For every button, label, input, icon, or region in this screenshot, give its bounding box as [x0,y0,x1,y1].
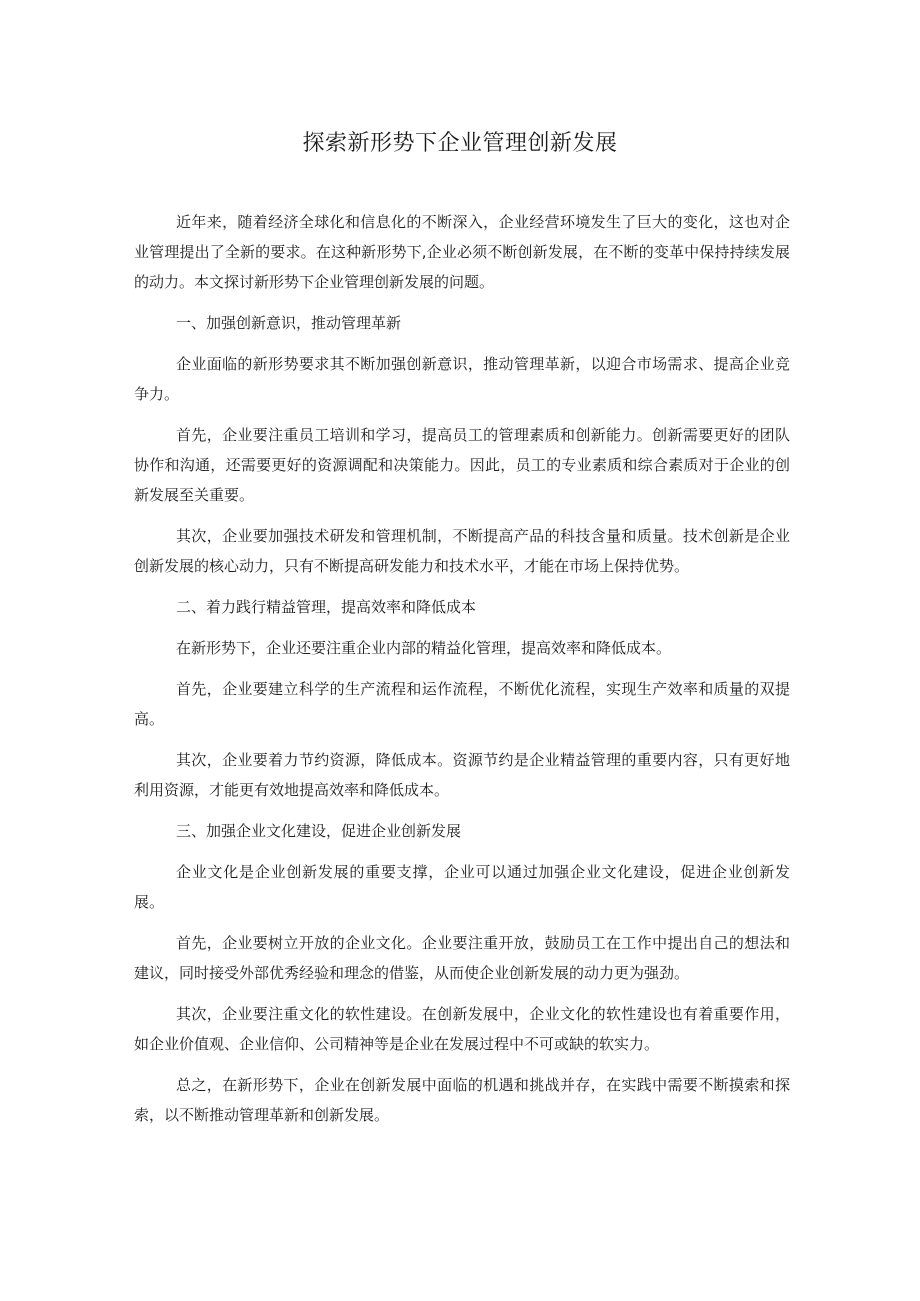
body-paragraph: 其次，企业要注重文化的软性建设。在创新发展中，企业文化的软性建设也有着重要作用，如企业价值观、企业信仰、公司精神等是企业在发展过程中不可或缺的软实力。 [134,1005,790,1053]
body-paragraph: 首先，企业要注重员工培训和学习，提高员工的管理素质和创新能力。创新需要更好的团队协作和沟通，还需要更好的资源调配和决策能力。因此，员工的专业素质和综合素质对于企业的创新发展至关重要。 [134,426,790,504]
body-paragraph: 在新形势下，企业还要注重企业内部的精益化管理，提高效率和降低成本。 [176,639,672,657]
section-heading-3: 三、加强企业文化建设，促进企业创新发展 [176,822,462,840]
section-heading-1: 一、加强创新意识，推动管理革新 [176,314,402,332]
body-paragraph: 企业文化是企业创新发展的重要支撑，企业可以通过加强企业文化建设，促进企业创新发展。 [134,863,790,911]
body-paragraph: 首先，企业要建立科学的生产流程和运作流程，不断优化流程，实现生产效率和质量的双提高。 [134,680,790,728]
body-paragraph: 其次，企业要着力节约资源，降低成本。资源节约是企业精益管理的重要内容，只有更好地利用资源，才能更有效地提高效率和降低成本。 [134,751,790,799]
body-paragraph: 首先，企业要树立开放的企业文化。企业要注重开放，鼓励员工在工作中提出自己的想法和建议，同时接受外部优秀经验和理念的借鉴，从而使企业创新发展的动力更为强劲。 [134,934,790,982]
body-paragraph: 企业面临的新形势要求其不断加强创新意识，推动管理革新，以迎合市场需求、提高企业竞争力。 [134,355,790,403]
body-paragraph: 其次，企业要加强技术研发和管理机制，不断提高产品的科技含量和质量。技术创新是企业创新发展的核心动力，只有不断提高研发能力和技术水平，才能在市场上保持优势。 [134,527,790,575]
section-heading-2: 二、着力践行精益管理，提高效率和降低成本 [176,598,477,616]
document-title: 探索新形势下企业管理创新发展 [302,131,618,156]
document-body [134,207,790,1141]
intro-paragraph: 近年来，随着经济全球化和信息化的不断深入，企业经营环境发生了巨大的变化，这也对企业管理提出了全新的要求。在这种新形势下,企业必须不断创新发展，在不断的变革中保持持续发展的动力。本文探讨新形势下企业管理创新发展的问题。 [134,213,790,291]
conclusion-paragraph: 总之，在新形势下，企业在创新发展中面临的机遇和挑战并存，在实践中需要不断摸索和探索，以不断推动管理革新和创新发展。 [134,1076,790,1124]
